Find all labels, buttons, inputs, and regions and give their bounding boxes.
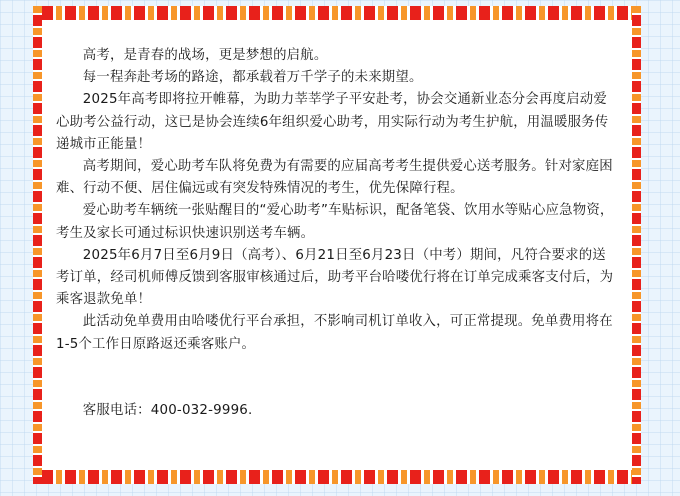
article-card bbox=[33, 6, 641, 484]
paragraph-campaign: 2025年高考即将拉开帷幕，为助力莘莘学子平安赴考，协会交通新业态分会再度启动爱心助考公益行动，这已是协会连续6年组织爱心助考，用实际行动为考生护航，用温暖服务传递城市正能量！ bbox=[56, 92, 609, 152]
article-body bbox=[56, 45, 618, 422]
article-content bbox=[42, 20, 632, 470]
paragraph-intro: 高考，是青春的战场，更是梦想的启航。 bbox=[82, 48, 328, 63]
decorative-border-left bbox=[33, 6, 42, 484]
customer-service-phone: 客服电话：400-032-9996. bbox=[82, 402, 253, 418]
paragraph-refund: 2025年6月7日至6月9日（高考）、6月21日至6月23日（中考）期间，凡符合要求的送考订单，经司机师傅反馈到客服审核通过后，助考平台哈喽优行将在订单完成乘客支付后，为乘客退款免单！ bbox=[56, 247, 614, 308]
decorative-border-bottom bbox=[33, 470, 641, 484]
decorative-border-top bbox=[33, 6, 641, 20]
paragraph-vehicles: 爱心助考车辆统一张贴醒目的“爱心助考”车贴标识，配备笔袋、饮用水等贴心应急物资，考生及家长可通过标识快速识别送考车辆。 bbox=[56, 203, 614, 241]
paragraph-journey: 每一程奔赴考场的路途，都承载着万千学子的未来期望。 bbox=[82, 70, 423, 86]
decorative-border-right bbox=[632, 6, 641, 484]
paragraph-cost: 此活动免单费用由哈喽优行平台承担，不影响司机订单收入，可正常提现。免单费用将在1-5个工作日原路返还乘客账户。 bbox=[56, 314, 613, 352]
paragraph-service: 高考期间，爱心助考车队将免费为有需要的应届高考考生提供爱心送考服务。针对家庭困难、行动不便、居住偏远或有突发特殊情况的考生，优先保障行程。 bbox=[56, 159, 613, 197]
spacer bbox=[56, 356, 618, 400]
